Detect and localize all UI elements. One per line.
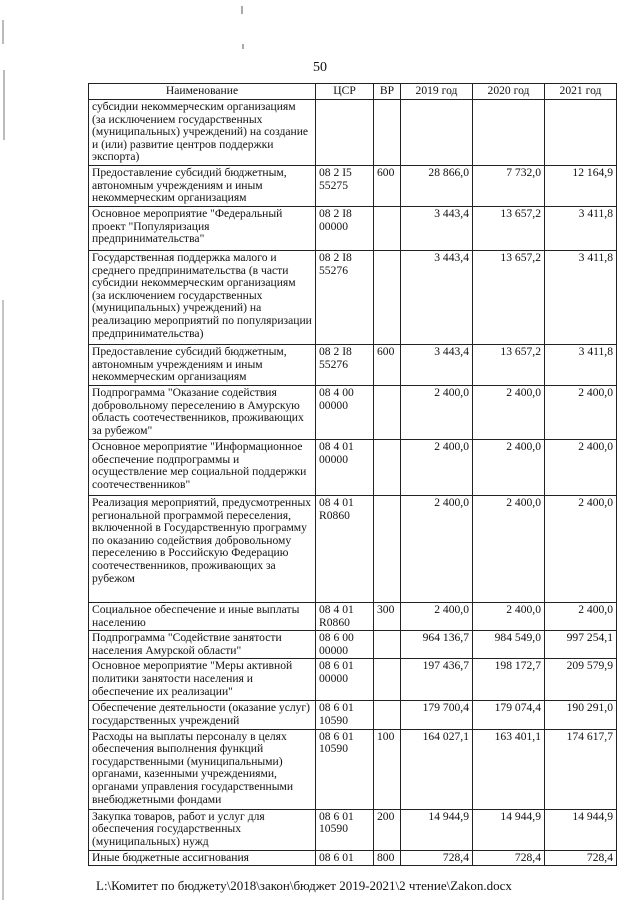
row-csr: 08 2 I8 00000 [316, 207, 374, 251]
row-2019: 179 700,4 [401, 701, 473, 729]
row-2021: 190 291,0 [545, 701, 617, 729]
row-vr [374, 496, 401, 603]
row-2020 [473, 100, 545, 166]
row-2020: 163 401,1 [473, 729, 545, 809]
row-2021: 997 254,1 [545, 631, 617, 659]
row-2019: 3 443,4 [401, 207, 473, 251]
table-row [89, 440, 617, 496]
row-2021: 3 411,8 [545, 207, 617, 251]
row-name: Обеспечение деятельности (оказание услуг) государственных учреждений [89, 701, 316, 729]
row-2021: 2 400,0 [545, 386, 617, 440]
row-2019: 197 436,7 [401, 659, 473, 701]
table-row [89, 701, 617, 729]
row-vr [374, 207, 401, 251]
row-2021: 174 617,7 [545, 729, 617, 809]
row-2020: 728,4 [473, 850, 545, 866]
row-vr: 200 [374, 809, 401, 850]
row-name: Закупка товаров, работ и услуг для обеспечения государственных (муниципальных) нужд [89, 809, 316, 850]
row-2021: 2 400,0 [545, 440, 617, 496]
budget-table [88, 83, 617, 866]
row-name: субсидии некоммерческим организациям (за исключением государственных (муниципальных) учреждений) на создание и (или) развитие центров поддержки экспорта) [89, 100, 316, 166]
row-name: Реализация мероприятий, предусмотренных региональной программой переселения, включенной в Государственную программу по оказанию содействия добровольному переселению в Российскую Федерацию соотечественников, проживающих за рубежом [89, 496, 316, 603]
page-number: 50 [313, 60, 327, 75]
row-2020: 13 657,2 [473, 207, 545, 251]
row-csr: 08 4 01 R0860 [316, 603, 374, 631]
row-2019: 3 443,4 [401, 251, 473, 345]
row-2020: 2 400,0 [473, 603, 545, 631]
row-csr: 08 6 01 00000 [316, 659, 374, 701]
row-2021: 2 400,0 [545, 603, 617, 631]
row-2019: 2 400,0 [401, 496, 473, 603]
row-2021: 2 400,0 [545, 496, 617, 603]
header-vr: ВР [374, 84, 401, 100]
row-2020: 179 074,4 [473, 701, 545, 729]
table-row [89, 809, 617, 850]
row-2019: 2 400,0 [401, 603, 473, 631]
row-name: Предоставление субсидий бюджетным, автономным учреждениям и иным некоммерческим организациям [89, 166, 316, 207]
row-csr: 08 6 00 00000 [316, 631, 374, 659]
header-2019: 2019 год [401, 84, 473, 100]
row-vr [374, 251, 401, 345]
row-2020: 13 657,2 [473, 251, 545, 345]
row-vr [374, 701, 401, 729]
row-2020: 2 400,0 [473, 386, 545, 440]
row-2019: 964 136,7 [401, 631, 473, 659]
row-csr: 08 4 00 00000 [316, 386, 374, 440]
table-row [89, 386, 617, 440]
row-csr: 08 2 I8 55276 [316, 251, 374, 345]
row-2019: 2 400,0 [401, 440, 473, 496]
row-csr [316, 100, 374, 166]
row-2021: 728,4 [545, 850, 617, 866]
row-2021: 12 164,9 [545, 166, 617, 207]
row-2020: 7 732,0 [473, 166, 545, 207]
row-2020: 2 400,0 [473, 440, 545, 496]
row-vr [374, 100, 401, 166]
row-csr: 08 4 01 R0860 [316, 496, 374, 603]
row-name: Основное мероприятие "Информационное обеспечение подпрограммы и осуществление мер социальной поддержки соотечественников" [89, 440, 316, 496]
row-2021: 3 411,8 [545, 345, 617, 386]
header-csr: ЦСР [316, 84, 374, 100]
row-csr: 08 2 I5 55275 [316, 166, 374, 207]
table-row [89, 659, 617, 701]
row-csr: 08 6 01 10590 [316, 809, 374, 850]
row-name: Предоставление субсидий бюджетным, автономным учреждениям и иным некоммерческим организациям [89, 345, 316, 386]
row-vr [374, 386, 401, 440]
row-2020: 13 657,2 [473, 345, 545, 386]
table-row [89, 496, 617, 603]
row-name: Основное мероприятие "Федеральный проект "Популяризация предпринимательства" [89, 207, 316, 251]
table-row [89, 345, 617, 386]
row-2021 [545, 100, 617, 166]
row-2021: 3 411,8 [545, 251, 617, 345]
row-vr [374, 659, 401, 701]
header-name: Наименование [89, 84, 316, 100]
row-name: Подпрограмма "Содействие занятости населения Амурской области" [89, 631, 316, 659]
row-2019: 14 944,9 [401, 809, 473, 850]
table-header-row [89, 84, 617, 100]
row-name: Подпрограмма "Оказание содействия добровольному переселению в Амурскую область соотечественников, проживающих за рубежом" [89, 386, 316, 440]
row-csr: 08 6 01 10590 [316, 729, 374, 809]
row-csr: 08 6 01 [316, 850, 374, 866]
row-2019: 28 866,0 [401, 166, 473, 207]
table-row [89, 631, 617, 659]
row-name: Иные бюджетные ассигнования [89, 850, 316, 866]
row-name: Основное мероприятие "Меры активной политики занятости населения и обеспечение их реализации" [89, 659, 316, 701]
row-vr: 600 [374, 166, 401, 207]
row-2021: 209 579,9 [545, 659, 617, 701]
table-row [89, 166, 617, 207]
row-vr: 300 [374, 603, 401, 631]
table-row [89, 729, 617, 809]
row-vr: 100 [374, 729, 401, 809]
row-vr [374, 440, 401, 496]
row-2020: 2 400,0 [473, 496, 545, 603]
row-csr: 08 6 01 10590 [316, 701, 374, 729]
row-2020: 14 944,9 [473, 809, 545, 850]
table-row [89, 850, 617, 866]
row-2019: 2 400,0 [401, 386, 473, 440]
row-2020: 984 549,0 [473, 631, 545, 659]
row-name: Расходы на выплаты персоналу в целях обеспечения выполнения функций государственными (муниципальными) органами, казенными учреждениями, органами управления государственными внебюджетными фондами [89, 729, 316, 809]
row-vr: 800 [374, 850, 401, 866]
row-2019: 728,4 [401, 850, 473, 866]
row-csr: 08 2 I8 55276 [316, 345, 374, 386]
table-row [89, 100, 617, 166]
header-2020: 2020 год [473, 84, 545, 100]
row-name: Государственная поддержка малого и среднего предпринимательства (в части субсидии некоммерческим организациям (за исключением государственных (муниципальных) учреждений) на реализацию мероприятий по популяризации предпринимательства) [89, 251, 316, 345]
row-2019: 164 027,1 [401, 729, 473, 809]
row-csr: 08 4 01 00000 [316, 440, 374, 496]
row-vr: 600 [374, 345, 401, 386]
header-2021: 2021 год [545, 84, 617, 100]
row-2019 [401, 100, 473, 166]
row-name: Социальное обеспечение и иные выплаты населению [89, 603, 316, 631]
table-row [89, 251, 617, 345]
row-2019: 3 443,4 [401, 345, 473, 386]
table-row [89, 207, 617, 251]
row-2021: 14 944,9 [545, 809, 617, 850]
file-path-footer: L:\Комитет по бюджету\2018\закон\бюджет 2019-2021\2 чтение\Zakon.docx [96, 878, 512, 893]
row-vr [374, 631, 401, 659]
row-2020: 198 172,7 [473, 659, 545, 701]
table-row [89, 603, 617, 631]
